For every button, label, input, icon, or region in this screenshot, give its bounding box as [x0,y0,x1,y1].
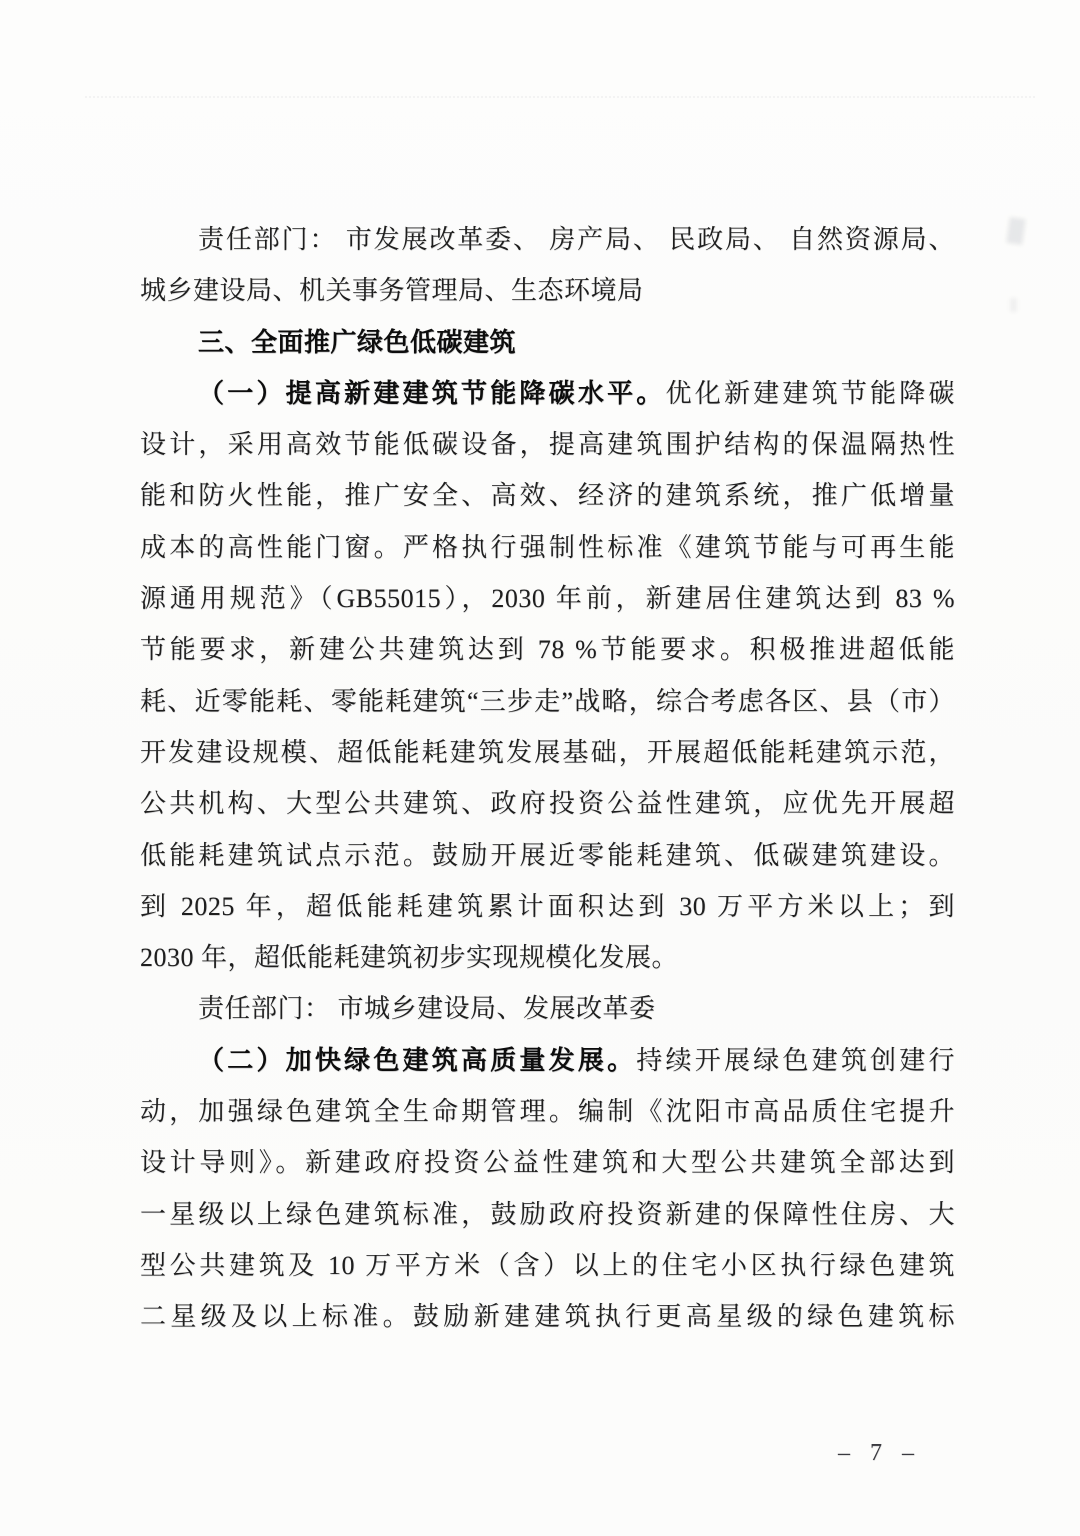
text-segment: 2030 年，超低能耗建筑初步实现规模化发展。 [140,943,679,973]
text-segment: 能和防火性能，推广安全、高效、经济的建筑系统，推广低增量 [140,481,955,511]
text-line [140,522,955,573]
text-segment: 节能要求，新建公共建筑达到 78 %节能要求。积极推进超低能 [140,635,955,665]
scan-smudge [1006,217,1025,245]
text-line [140,778,955,829]
text-line [140,727,955,778]
text-line [140,830,955,881]
text-line [140,932,955,983]
text-segment: 一星级以上绿色建筑标准，鼓励政府投资新建的保障性住房、大 [140,1199,955,1229]
text-line [140,317,955,368]
text-line [140,676,955,727]
text-segment: 设计导则》。新建政府投资公益性建筑和大型公共建筑全部达到 [140,1148,955,1178]
text-line [140,1137,955,1188]
text-segment-bold: 三、全面推广绿色低碳建筑 [198,326,517,357]
text-line [140,368,955,419]
text-line [140,214,955,265]
document-body [140,214,955,1343]
text-segment: 二星级及以上标准。鼓励新建建筑执行更高星级的绿色建筑标 [140,1302,955,1332]
text-segment: 责任部门： 市发展改革委、 房产局、 民政局、 自然资源局、 [198,225,955,254]
text-line [140,624,955,675]
text-segment: 型公共建筑及 10 万平方米（含）以上的住宅小区执行绿色建筑 [140,1250,955,1280]
text-segment: 耗、近零能耗、零能耗建筑“三步走”战略，综合考虑各区、县（市） [140,686,955,716]
text-line [140,419,955,470]
page-number: – 7 – [838,1440,921,1466]
text-segment: 开发建设规模、超低能耗建筑发展基础，开展超低能耗建筑示范， [140,737,955,767]
text-segment: 持续开展绿色建筑创建行 [636,1045,955,1075]
text-segment: 责任部门： 市城乡建设局、发展改革委 [198,994,656,1024]
text-segment: 城乡建设局、机关事务管理局、生态环境局 [140,276,644,306]
text-line [140,1240,955,1291]
text-segment: 设计，采用高效节能低碳设备，提高建筑围护结构的保温隔热性 [140,430,955,460]
text-segment: 到 2025 年，超低能耗建筑累计面积达到 30 万平方米以上；到 [140,891,955,921]
text-segment: 优化新建建筑节能降碳 [665,378,955,408]
text-line [140,881,955,932]
text-line [140,470,955,521]
text-line [140,265,955,316]
text-line [140,573,955,624]
scan-noise-speckles [85,96,1035,98]
text-line [140,1086,955,1137]
text-segment: 公共机构、大型公共建筑、政府投资公益性建筑，应优先开展超 [140,789,955,819]
scan-smudge [1010,298,1017,312]
text-line [140,983,955,1034]
text-segment-bold: （一）提高新建建筑节能降碳水平。 [198,377,666,408]
text-line [140,1035,955,1086]
text-line [140,1189,955,1240]
text-segment: 源通用规范》（GB55015），2030 年前，新建居住建筑达到 83 % [140,584,955,614]
text-segment-bold: （二）加快绿色建筑高质量发展。 [198,1044,637,1075]
text-segment: 动，加强绿色建筑全生命期管理。编制《沈阳市高品质住宅提升 [140,1097,955,1127]
text-segment: 低能耗建筑试点示范。鼓励开展近零能耗建筑、低碳建筑建设。 [140,840,955,870]
text-segment: 成本的高性能门窗。严格执行强制性标准《建筑节能与可再生能 [140,532,955,562]
text-line [140,1291,955,1342]
